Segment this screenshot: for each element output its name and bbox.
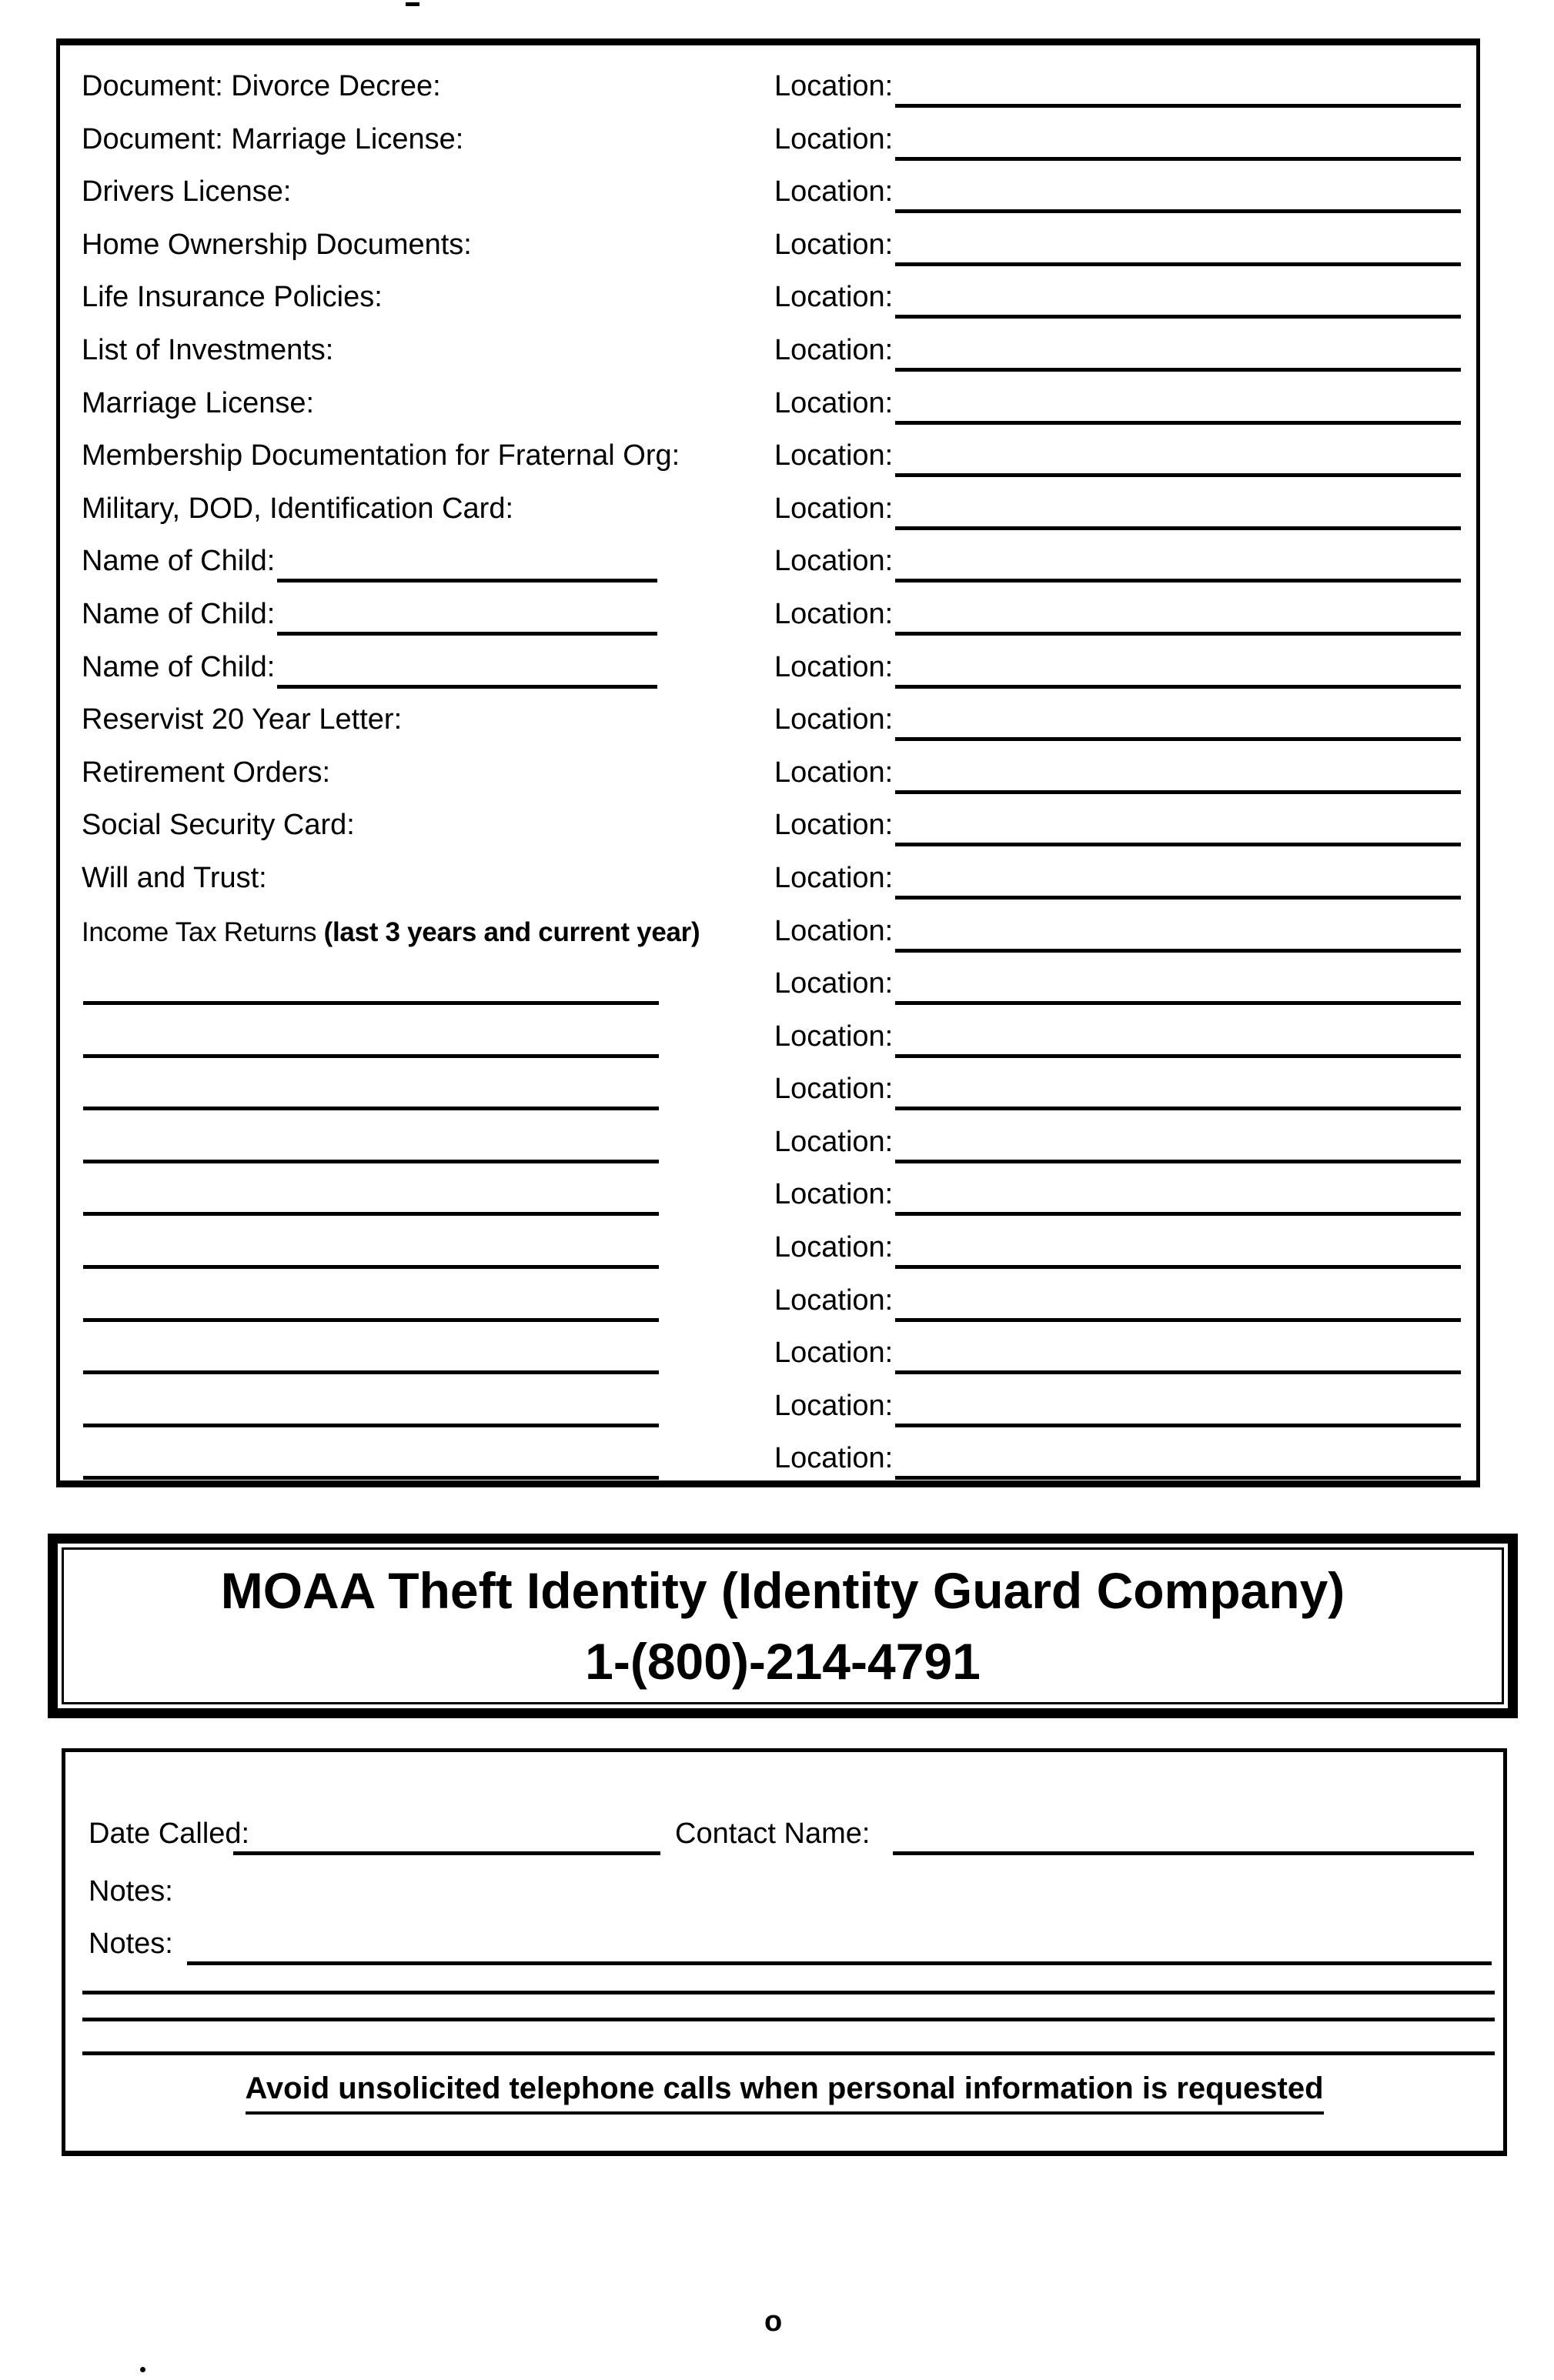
- checklist-row: [60, 225, 1476, 279]
- location-label: Location:: [774, 228, 894, 261]
- location-blank-line: [895, 262, 1461, 266]
- checklist-row: [60, 1123, 1476, 1176]
- moaa-title: MOAA Theft Identity (Identity Guard Company): [220, 1562, 1345, 1620]
- document-blank-line: [83, 1054, 659, 1058]
- document-label: Reservist 20 Year Letter:: [82, 703, 403, 736]
- location-label: Location:: [774, 70, 894, 102]
- document-label: Document: Divorce Decree:: [82, 70, 441, 102]
- document-label: Membership Documentation for Fraternal Org:: [82, 439, 680, 472]
- location-label: Location:: [774, 756, 894, 789]
- checklist-row: [60, 753, 1476, 806]
- document-label: List of Investments:: [82, 333, 334, 366]
- location-blank-line: [895, 104, 1461, 108]
- checklist-row: [60, 1070, 1476, 1123]
- document-label: Income Tax Returns (last 3 years and current year): [82, 916, 700, 947]
- location-blank-line: [895, 368, 1461, 372]
- checklist-row: [60, 278, 1476, 331]
- checklist-row: [60, 964, 1476, 1017]
- checklist-row: [60, 595, 1476, 648]
- document-blank-line: [83, 1476, 659, 1480]
- location-blank-line: [895, 843, 1461, 846]
- checklist-row: [60, 172, 1476, 225]
- location-blank-line: [895, 209, 1461, 213]
- footer-warning-wrap: [65, 2071, 1503, 2115]
- location-label: Location:: [774, 861, 894, 894]
- location-blank-line: [895, 1001, 1461, 1005]
- location-blank-line: [895, 421, 1461, 425]
- location-label: Location:: [774, 1231, 894, 1264]
- document-blank-line: [83, 1107, 659, 1110]
- document-blank-line: [83, 1212, 659, 1216]
- document-label-bold: (last 3 years and current year): [323, 916, 700, 947]
- location-blank-line: [895, 790, 1461, 794]
- document-label: Will and Trust:: [82, 861, 267, 894]
- checklist-row: [60, 1017, 1476, 1070]
- notes-blank-line: [82, 2018, 1495, 2021]
- location-blank-line: [895, 526, 1461, 530]
- checklist-row: [60, 1281, 1476, 1334]
- checklist-row: [60, 1334, 1476, 1387]
- document-label: Document: Marriage License:: [82, 122, 464, 155]
- checklist-row: [60, 1228, 1476, 1281]
- location-blank-line: [895, 1265, 1461, 1269]
- location-label: Location:: [774, 492, 894, 525]
- date-called-blank-line: [233, 1851, 660, 1855]
- checklist-row: [60, 912, 1476, 965]
- location-blank-line: [895, 1160, 1461, 1163]
- checklist-row: [60, 1387, 1476, 1440]
- document-blank-line: [83, 1318, 659, 1322]
- location-label: Location:: [774, 386, 894, 419]
- scan-artifact-dot: [140, 2367, 145, 2372]
- checklist-row: [60, 67, 1476, 120]
- document-label: Marriage License:: [82, 386, 315, 419]
- notes-blank-line: [187, 1961, 1492, 1965]
- location-label: Location:: [774, 122, 894, 155]
- checklist-row: [60, 542, 1476, 595]
- document-label: Life Insurance Policies:: [82, 281, 383, 314]
- document-label: Name of Child:: [82, 597, 276, 630]
- checklist-row: [60, 384, 1476, 437]
- location-blank-line: [895, 473, 1461, 477]
- notes-blank-line: [82, 2051, 1495, 2055]
- date-called-label: Date Called:: [89, 1818, 250, 1850]
- checklist-row: [60, 1175, 1476, 1228]
- document-label: Home Ownership Documents:: [82, 228, 472, 261]
- checklist-row: [60, 489, 1476, 542]
- page-number: o: [764, 2305, 783, 2338]
- location-blank-line: [895, 1424, 1461, 1427]
- document-blank-line: [83, 1424, 659, 1427]
- footer-warning-text: Avoid unsolicited telephone calls when personal information is requested: [246, 2071, 1324, 2115]
- name-of-child-blank-line: [277, 632, 657, 636]
- location-label: Location:: [774, 914, 894, 947]
- location-blank-line: [895, 737, 1461, 741]
- document-blank-line: [83, 1370, 659, 1374]
- name-of-child-blank-line: [277, 685, 657, 689]
- document-label: Drivers License:: [82, 175, 292, 209]
- name-of-child-blank-line: [277, 579, 657, 582]
- notes-label: Notes:: [89, 1875, 173, 1908]
- location-label: Location:: [774, 175, 894, 209]
- checklist-row: [60, 120, 1476, 173]
- location-blank-line: [895, 1370, 1461, 1374]
- scan-artifact-dash: [406, 2, 419, 6]
- checklist-rows: [60, 67, 1476, 1492]
- location-label: Location:: [774, 650, 894, 683]
- location-blank-line: [895, 896, 1461, 900]
- location-label: Location:: [774, 439, 894, 472]
- notes-label: Notes:: [89, 1928, 173, 1960]
- location-label: Location:: [774, 545, 894, 578]
- location-label: Location:: [774, 1389, 894, 1422]
- location-blank-line: [895, 1054, 1461, 1058]
- checklist-row: [60, 436, 1476, 489]
- location-label: Location:: [774, 1283, 894, 1317]
- checklist-row: [60, 859, 1476, 912]
- location-label: Location:: [774, 281, 894, 314]
- location-blank-line: [895, 1476, 1461, 1480]
- location-label: Location:: [774, 597, 894, 630]
- location-blank-line: [895, 1212, 1461, 1216]
- checklist-row: [60, 1439, 1476, 1492]
- location-blank-line: [895, 632, 1461, 636]
- contact-name-label: Contact Name:: [675, 1818, 871, 1850]
- document-label: Name of Child:: [82, 650, 276, 683]
- contact-name-blank-line: [893, 1851, 1474, 1855]
- location-label: Location:: [774, 1178, 894, 1211]
- location-blank-line: [895, 1318, 1461, 1322]
- location-blank-line: [895, 579, 1461, 582]
- notes-blank-line: [82, 1991, 1495, 1994]
- location-label: Location:: [774, 1442, 894, 1475]
- document-label: Military, DOD, Identification Card:: [82, 492, 514, 525]
- location-label: Location:: [774, 1020, 894, 1053]
- document-blank-line: [83, 1001, 659, 1005]
- moaa-identity-guard-box-inner: [62, 1547, 1504, 1704]
- location-label: Location:: [774, 703, 894, 736]
- document-location-checklist: [56, 38, 1480, 1487]
- location-label: Location:: [774, 809, 894, 842]
- location-blank-line: [895, 1107, 1461, 1110]
- checklist-row: [60, 331, 1476, 384]
- location-label: Location:: [774, 333, 894, 366]
- checklist-row: [60, 648, 1476, 701]
- location-blank-line: [895, 949, 1461, 953]
- moaa-identity-guard-box: [48, 1534, 1518, 1718]
- location-blank-line: [895, 315, 1461, 319]
- checklist-row: [60, 700, 1476, 753]
- document-label: Name of Child:: [82, 545, 276, 578]
- moaa-phone-number: 1-(800)-214-4791: [585, 1632, 981, 1690]
- location-blank-line: [895, 157, 1461, 161]
- document-blank-line: [83, 1265, 659, 1269]
- location-label: Location:: [774, 967, 894, 1000]
- call-log-box: [62, 1748, 1507, 2156]
- checklist-row: [60, 806, 1476, 859]
- document-blank-line: [83, 1160, 659, 1163]
- location-label: Location:: [774, 1073, 894, 1106]
- location-label: Location:: [774, 1125, 894, 1158]
- location-label: Location:: [774, 1337, 894, 1370]
- location-blank-line: [895, 685, 1461, 689]
- document-label: Retirement Orders:: [82, 756, 331, 789]
- document-label: Social Security Card:: [82, 809, 355, 842]
